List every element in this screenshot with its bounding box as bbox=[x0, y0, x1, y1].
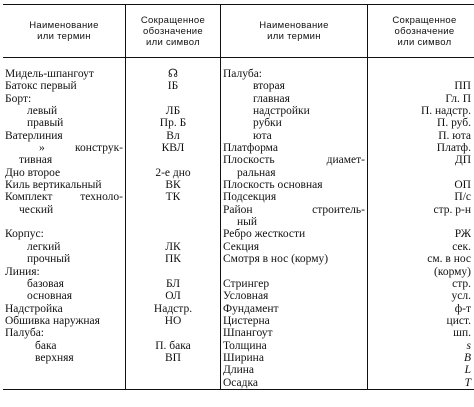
left-abbr-column bbox=[126, 58, 221, 390]
list-item: сек. bbox=[452, 240, 471, 253]
list-item: правый bbox=[27, 117, 64, 130]
list-item: надстройки bbox=[253, 105, 310, 118]
list-item: Мидель-шпангоут bbox=[5, 68, 94, 80]
list-item: T bbox=[464, 376, 471, 389]
header-term-2: Наименование или термин bbox=[221, 5, 368, 58]
list-item: Батокс первый bbox=[5, 80, 77, 93]
list-item: Надстр. bbox=[153, 302, 193, 315]
list-item: Вл bbox=[166, 129, 180, 142]
list-item: Дно второе bbox=[5, 166, 61, 179]
list-item: Борт: bbox=[5, 92, 32, 105]
list-item: Смотря в нос (корму) bbox=[223, 253, 329, 266]
list-item: B bbox=[463, 351, 471, 364]
list-item: основная bbox=[27, 290, 73, 303]
list-item: легкий bbox=[27, 240, 61, 253]
list-item: БЛ bbox=[165, 277, 181, 290]
list-item: НО bbox=[164, 314, 182, 327]
right-abbr-column bbox=[368, 58, 474, 390]
list-item: Осадка bbox=[223, 376, 259, 389]
list-item: вторая bbox=[253, 80, 285, 93]
list-item: IБ bbox=[167, 80, 179, 93]
list-item: РЖ bbox=[454, 228, 471, 241]
list-item: прочный bbox=[27, 253, 71, 266]
list-item: рубки bbox=[253, 117, 282, 130]
list-item: стр. bbox=[452, 277, 471, 290]
header-abbr: Сокращенное обозначение или символ bbox=[126, 5, 221, 58]
list-item: левый bbox=[27, 105, 58, 118]
list-item: усл. bbox=[451, 290, 471, 303]
list-item: П. надстр. bbox=[420, 105, 471, 118]
list-item: Длина bbox=[223, 364, 254, 377]
list-item: юта bbox=[253, 129, 272, 142]
list-item: Условная bbox=[223, 290, 269, 303]
midship-symbol: ☊ bbox=[167, 68, 179, 80]
list-item: Линия: bbox=[5, 265, 40, 278]
header-term bbox=[3, 5, 126, 58]
table-header-row bbox=[3, 5, 474, 58]
list-item: s bbox=[466, 339, 471, 352]
list-item: ОЛ bbox=[165, 290, 181, 303]
list-item: Гл. П bbox=[445, 92, 471, 105]
list-item: Цистерна bbox=[223, 314, 270, 327]
list-item: (корму) bbox=[433, 265, 471, 278]
list-item: Обшивка наружная bbox=[5, 314, 100, 327]
list-item: главная bbox=[253, 92, 290, 105]
list-item: ЛК bbox=[165, 240, 181, 253]
right-terms-column bbox=[221, 58, 368, 390]
list-item: Секция bbox=[223, 240, 260, 253]
list-item: Ватерлиния bbox=[5, 129, 63, 142]
list-item: Платф. bbox=[436, 142, 471, 155]
list-item: Ребро жесткости bbox=[223, 228, 306, 241]
list-item: Корпус: bbox=[5, 228, 44, 241]
table-body-row bbox=[3, 58, 474, 390]
list-item: КВЛ bbox=[161, 142, 185, 155]
list-item: ральная bbox=[237, 166, 276, 179]
list-item: ВК bbox=[165, 179, 181, 192]
list-item: см. в нос bbox=[427, 253, 471, 266]
list-item: Фундамент bbox=[223, 302, 279, 315]
list-item: ный bbox=[237, 216, 258, 229]
list-item: ТК bbox=[165, 191, 181, 204]
list-item: П. юта bbox=[438, 129, 471, 142]
list-item: Надстройка bbox=[5, 302, 63, 315]
list-item: ческий bbox=[19, 203, 54, 216]
list-item: Толщина bbox=[223, 339, 267, 352]
list-item: верхняя bbox=[35, 351, 74, 364]
header-term-line-2: или термин bbox=[37, 31, 91, 42]
list-item: П. руб. bbox=[437, 117, 471, 130]
list-item: Плоскость диамет- bbox=[223, 154, 365, 167]
list-item: ВП bbox=[165, 351, 181, 364]
list-item: ПП bbox=[454, 80, 471, 93]
abbreviation-table bbox=[3, 4, 474, 390]
list-item: стр. р-н bbox=[433, 203, 471, 216]
list-item: Киль вертикальный bbox=[5, 179, 102, 192]
list-item: Пр. Б bbox=[159, 117, 187, 130]
list-item: ПК bbox=[165, 253, 181, 266]
list-item: Палуба: bbox=[5, 327, 44, 340]
list-item: Плоскость основная bbox=[223, 179, 323, 192]
list-item: » конструк- bbox=[39, 142, 123, 155]
list-item: тивная bbox=[19, 154, 53, 167]
list-item: ДП bbox=[454, 154, 471, 167]
left-terms-column bbox=[3, 58, 126, 390]
list-item: базовая bbox=[27, 277, 64, 290]
list-item: Шпангоут bbox=[223, 327, 273, 340]
list-item: 2-е дно bbox=[155, 166, 191, 179]
list-item: ЛБ bbox=[165, 105, 181, 118]
list-item: цист. bbox=[446, 314, 471, 327]
list-item: Стрингер bbox=[223, 277, 270, 290]
list-item: П. бака bbox=[155, 339, 191, 352]
list-item: ОП bbox=[454, 179, 471, 192]
list-item: Район строитель- bbox=[223, 203, 365, 216]
list-item: бака bbox=[35, 339, 57, 352]
list-item: Комплект техноло- bbox=[5, 191, 123, 204]
header-abbr-2: Сокращенное обозначение или символ bbox=[368, 5, 474, 58]
list-item: ф-т bbox=[454, 302, 471, 315]
list-item: шп. bbox=[453, 327, 471, 340]
list-item: Ширина bbox=[223, 351, 264, 364]
list-item: Подсекция bbox=[223, 191, 277, 204]
header-term-line-1: Наименование bbox=[29, 20, 99, 31]
list-item: L bbox=[464, 364, 471, 377]
list-item: Палуба: bbox=[223, 68, 262, 80]
list-item: Платформа bbox=[223, 142, 278, 155]
list-item: П/с bbox=[454, 191, 471, 204]
